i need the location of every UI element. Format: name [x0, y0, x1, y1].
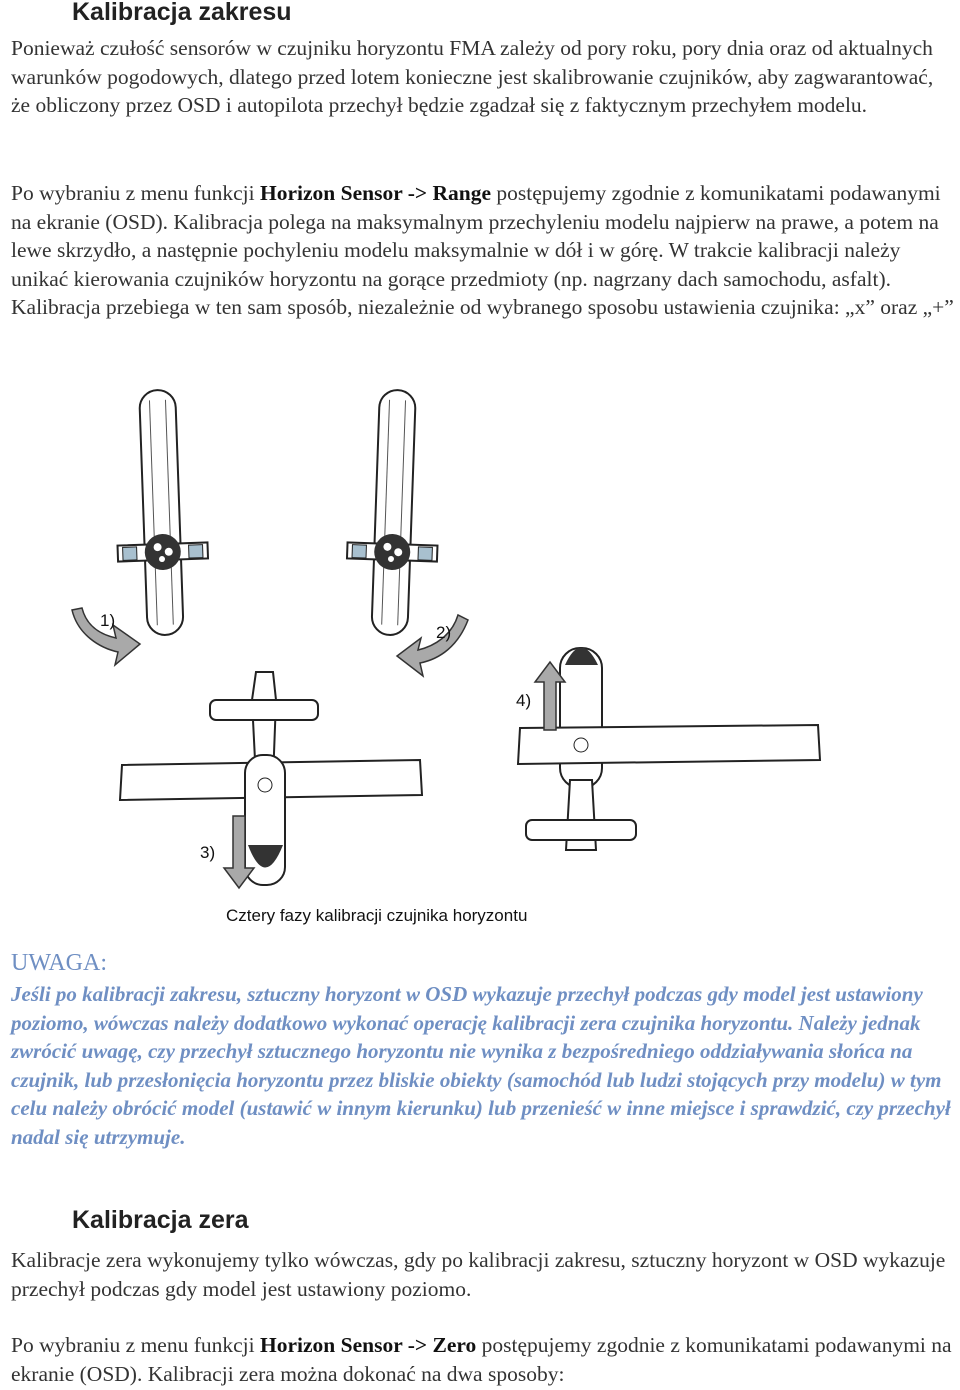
menu-path-range: Horizon Sensor -> Range [260, 181, 492, 205]
airplane-pitch-up-view [518, 648, 820, 851]
curved-arrow-left-icon [397, 615, 468, 676]
airplane-right-wing-view [112, 389, 210, 637]
menu-path-zero: Horizon Sensor -> Zero [260, 1333, 477, 1357]
phase-label-2: 2) [436, 623, 452, 642]
warning-text: Jeśli po kalibracji zakresu, sztuczny horyzont w OSD wykazuje przechył podczas gdy model jest ustawiony poziomo, wówczas należy dodatkowo wykonać operację kalibracji zera czujnika horyzontu. Należy jednak zwrócić uwagę, czy przechył sztucznego horyzontu nie wynika z bezpośredniego oddziaływania słońca na czujnik, lub przesłonięcia horyzontu przez bliskie obiekty (samochód lub ludzi stojących przy modelu) w tym celu należy obrócić model (ustawić w innym kierunku) lub przenieść w inne miejsce i sprawdzić, czy przechył nadal się utrzymuje. [11, 982, 951, 1149]
heading-range-calibration: Kalibracja zakresu [72, 0, 292, 26]
paragraph-range-procedure: Po wybraniu z menu funkcji Horizon Sensor -> Range postępujemy zgodnie z komunikatami podawanymi na ekranie (OSD). Kalibracja polega na maksymalnym przechyleniu modelu najpierw na prawe, a potem na lewe skrzydło, a następnie pochyleniu modelu maksymalnie w dół i w górę. W trakcie kalibracji należy unikać kierowania czujników horyzontu na gorące przedmioty (np. nagrzany dach samochodu, asfalt). Kalibracja przebiega w ten sam sposób, niezależnie od wybranego sposobu ustawienia czujnika: „x” oraz „+” [11, 181, 954, 319]
phase-label-3: 3) [200, 843, 216, 862]
phase-label-1: 1) [100, 611, 116, 630]
phase-label-4: 4) [516, 691, 532, 710]
paragraph-intro: Ponieważ czułość sensorów w czujniku horyzontu FMA zależy od pory roku, pory dnia oraz od aktualnych warunków pogodowych, dlatego przed lotem konieczne jest skalibrowanie czujników, aby zagwarantować, że obliczony przez OSD i autopilota przechył będzie zgadzał się z faktycznym przechyłem modelu. [11, 36, 934, 117]
calibration-figure [0, 380, 960, 940]
warning-title: UWAGA: [11, 950, 107, 976]
paragraph-zero-intro: Kalibracje zera wykonujemy tylko wówczas, gdy po kalibracji zakresu, sztuczny horyzont w OSD wykazuje przechył podczas gdy model jest ustawiony poziomo. [11, 1248, 946, 1301]
airplane-left-wing-view [344, 389, 442, 637]
airplane-pitch-down-view [120, 672, 422, 885]
heading-zero-calibration: Kalibracja zera [72, 1206, 249, 1234]
paragraph-zero-procedure: Po wybraniu z menu funkcji Horizon Sensor -> Zero postępujemy zgodnie z komunikatami podawanymi na ekranie (OSD). Kalibracji zera można dokonać na dwa sposoby: [11, 1333, 952, 1386]
figure-caption: Cztery fazy kalibracji czujnika horyzontu [226, 906, 528, 925]
